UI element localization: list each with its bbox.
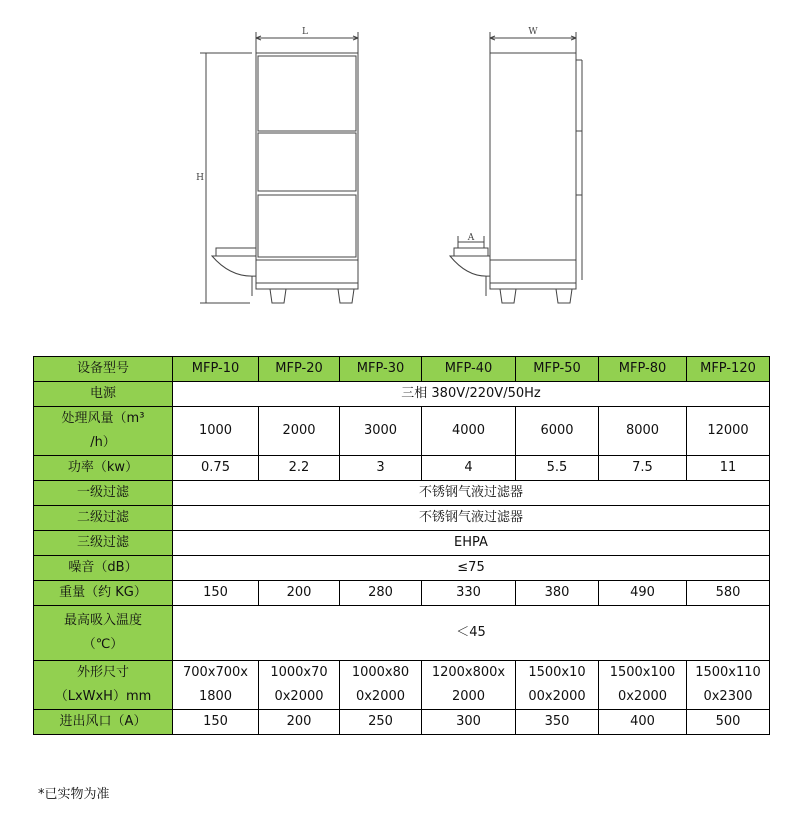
power-value: 11: [687, 456, 770, 481]
dimension-value: [599, 661, 687, 710]
dimension-line: 0x2000: [274, 689, 324, 704]
noise-value: ≤75: [173, 556, 770, 581]
power-supply-value: 三相 380V/220V/50Hz: [173, 382, 770, 407]
airflow-value: 2000: [259, 407, 340, 456]
row-label: [34, 661, 173, 710]
model-cell: MFP-120: [687, 357, 770, 382]
inlet-value: 300: [422, 710, 516, 735]
inlet-value: 150: [173, 710, 259, 735]
dimension-label-A: A: [467, 233, 475, 243]
spec-table: [33, 356, 770, 735]
max-temp-label-line2: （℃）: [82, 637, 124, 652]
inlet-value: 200: [259, 710, 340, 735]
dimension-line: 1200x800x: [431, 665, 506, 680]
row-label: 电源: [34, 382, 173, 407]
table-row-filter2: [34, 506, 770, 531]
dimension-line: 1500x100: [609, 665, 676, 680]
table-row-inlet: [34, 710, 770, 735]
row-label: 进出风口（A）: [34, 710, 173, 735]
max-temp-label-line1: 最高吸入温度: [63, 613, 142, 628]
model-cell: MFP-10: [173, 357, 259, 382]
filter2-value: 不锈钢气液过滤器: [173, 506, 770, 531]
power-value: 0.75: [173, 456, 259, 481]
dimension-line: 0x2000: [355, 689, 406, 704]
model-cell: MFP-50: [516, 357, 599, 382]
weight-value: 380: [516, 581, 599, 606]
table-row-header: [34, 357, 770, 382]
filter1-value: 不锈钢气液过滤器: [173, 481, 770, 506]
dimension-value: [516, 661, 599, 710]
airflow-value: 6000: [516, 407, 599, 456]
table-row-airflow: [34, 407, 770, 456]
model-cell: MFP-30: [340, 357, 422, 382]
dimension-line: 0x2000: [617, 689, 668, 704]
row-label: 重量（约 KG）: [34, 581, 173, 606]
dimension-label-L: L: [302, 27, 308, 37]
row-label: 二级过滤: [34, 506, 173, 531]
power-value: 3: [340, 456, 422, 481]
weight-value: 490: [599, 581, 687, 606]
airflow-label-line2: /h）: [90, 435, 116, 450]
dimension-line: 1000x70: [270, 665, 328, 680]
airflow-value: 8000: [599, 407, 687, 456]
inlet-value: 500: [687, 710, 770, 735]
table-row-weight: [34, 581, 770, 606]
airflow-value: 4000: [422, 407, 516, 456]
front-view: [200, 32, 358, 303]
row-label: [34, 407, 173, 456]
dimension-line: 1500x10: [528, 665, 586, 680]
dimension-line: 0x2300: [703, 689, 753, 704]
airflow-value: 3000: [340, 407, 422, 456]
weight-value: 200: [259, 581, 340, 606]
weight-value: 280: [340, 581, 422, 606]
row-label: 噪音（dB）: [34, 556, 173, 581]
airflow-value: 1000: [173, 407, 259, 456]
model-cell: MFP-80: [599, 357, 687, 382]
weight-value: 150: [173, 581, 259, 606]
dimension-line: 00x2000: [528, 689, 586, 704]
dimension-line: 700x700x: [182, 665, 248, 680]
table-row-filter3: [34, 531, 770, 556]
table-row-noise: [34, 556, 770, 581]
max-temp-value: ＜45: [173, 606, 770, 661]
row-label: 一级过滤: [34, 481, 173, 506]
dimension-label-W: W: [528, 27, 538, 37]
power-value: 2.2: [259, 456, 340, 481]
row-label: [34, 606, 173, 661]
inlet-value: 400: [599, 710, 687, 735]
airflow-value: 12000: [687, 407, 770, 456]
table-row-power: [34, 456, 770, 481]
airflow-label-line1: 处理风量（m³: [61, 411, 145, 426]
power-value: 7.5: [599, 456, 687, 481]
dimension-line: 2000: [451, 689, 486, 704]
power-value: 5.5: [516, 456, 599, 481]
inlet-value: 250: [340, 710, 422, 735]
power-value: 4: [422, 456, 516, 481]
dimension-line: 1500x110: [695, 665, 761, 680]
dimensions-label-line1: 外形尺寸: [76, 665, 129, 680]
dimension-line: 1000x80: [351, 665, 410, 680]
weight-value: 330: [422, 581, 516, 606]
inlet-value: 350: [516, 710, 599, 735]
footnote: *已实物为准: [38, 787, 110, 802]
dimension-value: [259, 661, 340, 710]
row-label: 功率（kw）: [34, 456, 173, 481]
equipment-drawing: [0, 0, 790, 340]
table-row-power-supply: [34, 382, 770, 407]
weight-value: 580: [687, 581, 770, 606]
dimensions-label-line2: （LxWxH）mm: [54, 689, 152, 704]
filter3-value: EHPA: [173, 531, 770, 556]
dimension-value: [422, 661, 516, 710]
table-row-dimensions: [34, 661, 770, 710]
table-row-filter1: [34, 481, 770, 506]
dimension-label-H: H: [196, 173, 204, 183]
dimension-value: [340, 661, 422, 710]
header-label: 设备型号: [34, 357, 173, 382]
table-row-max-temp: [34, 606, 770, 661]
model-cell: MFP-40: [422, 357, 516, 382]
dimension-value: [173, 661, 259, 710]
model-cell: MFP-20: [259, 357, 340, 382]
dimension-value: [687, 661, 770, 710]
side-view: [450, 32, 582, 303]
row-label: 三级过滤: [34, 531, 173, 556]
dimension-line: 1800: [198, 689, 233, 704]
